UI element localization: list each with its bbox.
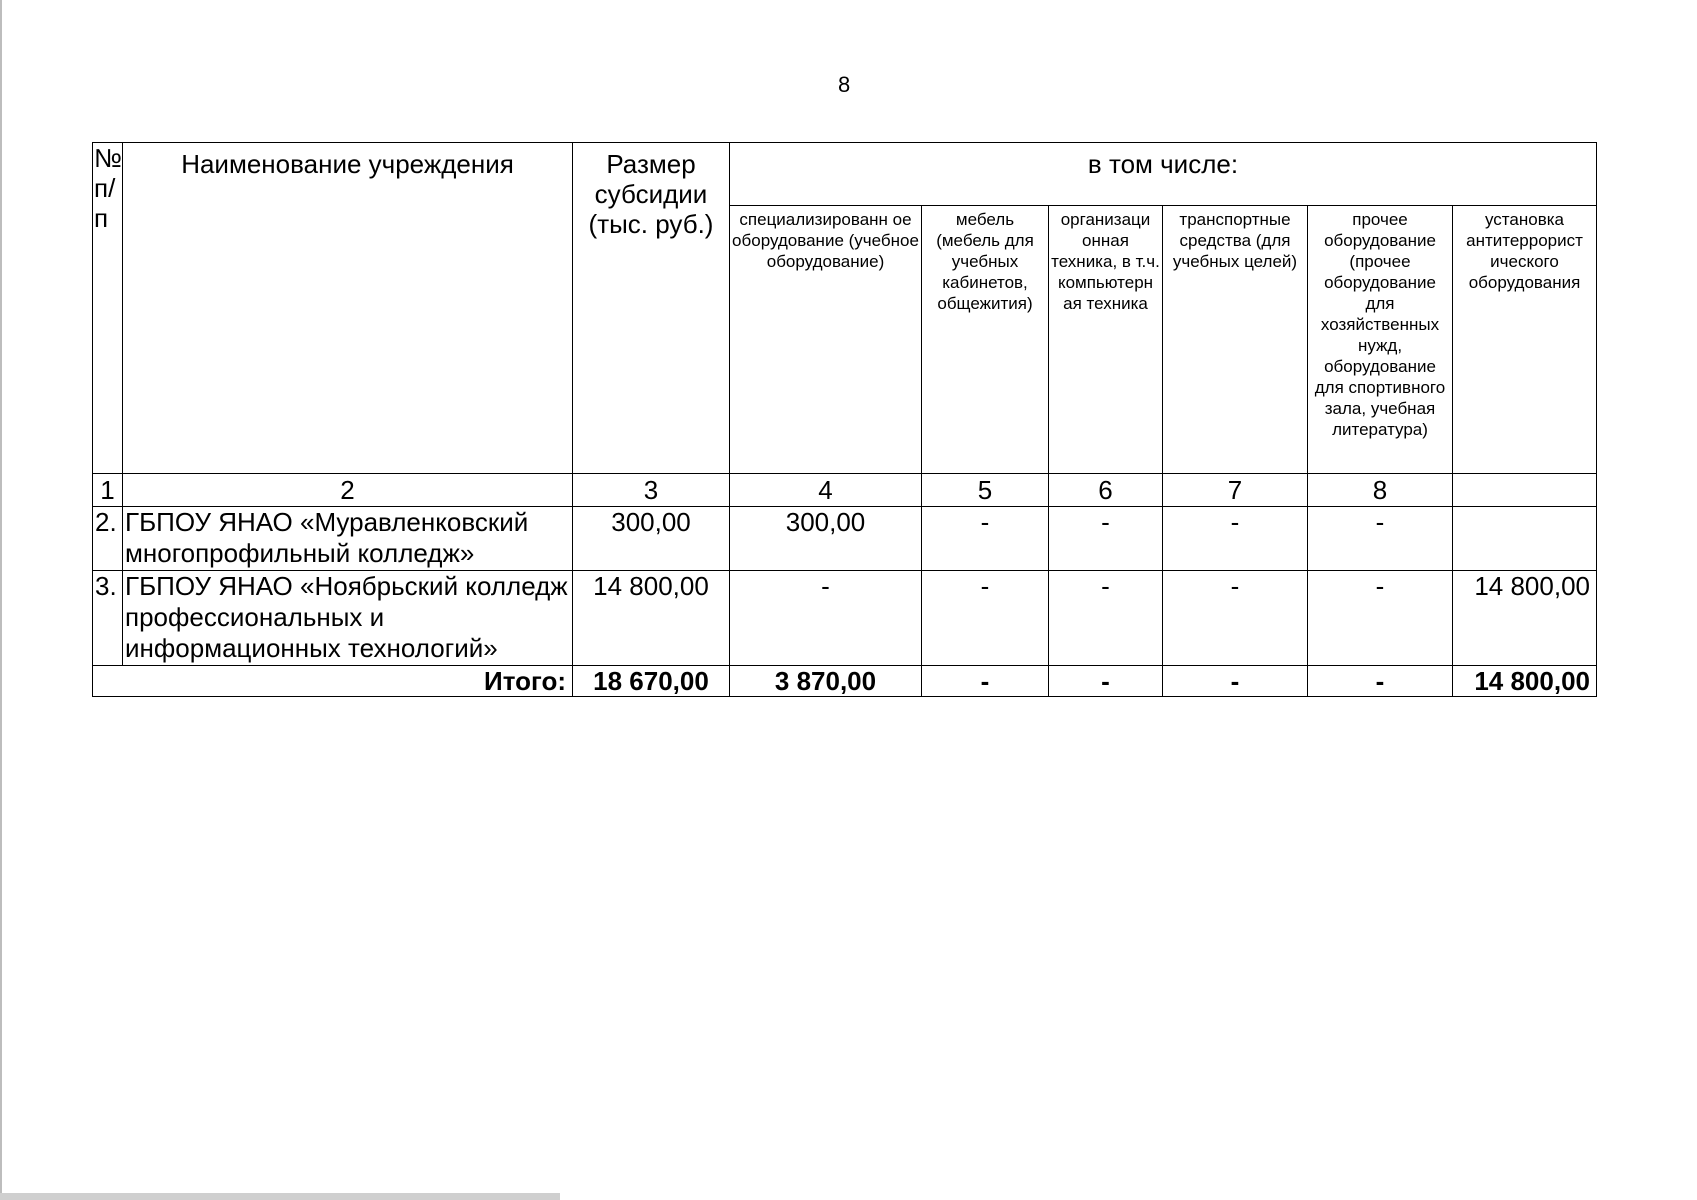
institution-name: ГБПОУ ЯНАО «Муравленковский многопрофильный колледж» bbox=[123, 507, 573, 571]
subsidy-amount: 300,00 bbox=[573, 507, 730, 571]
value-other-equipment: - bbox=[1308, 507, 1453, 571]
value-specialized-equipment: 300,00 bbox=[730, 507, 922, 571]
total-office-equipment: - bbox=[1049, 666, 1163, 697]
value-vehicles: - bbox=[1163, 507, 1308, 571]
page-number: 8 bbox=[838, 72, 851, 97]
col-number-cell: 6 bbox=[1049, 474, 1163, 507]
value-antiterror-equipment: 14 800,00 bbox=[1453, 571, 1597, 666]
header-group-including: в том числе: bbox=[730, 143, 1597, 206]
value-other-equipment: - bbox=[1308, 571, 1453, 666]
scan-edge-left bbox=[0, 0, 2, 1200]
total-vehicles: - bbox=[1163, 666, 1308, 697]
total-antiterror-equipment: 14 800,00 bbox=[1453, 666, 1597, 697]
institution-name: ГБПОУ ЯНАО «Ноябрьский колледж профессиональных и информационных технологий» bbox=[123, 571, 573, 666]
col-number-cell: 7 bbox=[1163, 474, 1308, 507]
value-specialized-equipment: - bbox=[730, 571, 922, 666]
value-furniture: - bbox=[922, 507, 1049, 571]
col-number-cell: 2 bbox=[123, 474, 573, 507]
total-label: Итого: bbox=[93, 666, 573, 697]
table-row bbox=[93, 507, 1597, 571]
header-col-name: Наименование учреждения bbox=[123, 143, 573, 474]
total-specialized-equipment: 3 870,00 bbox=[730, 666, 922, 697]
col-number-cell: 5 bbox=[922, 474, 1049, 507]
header-sub-vehicles: транспортные средства (для учебных целей) bbox=[1163, 206, 1308, 474]
subsidy-amount: 14 800,00 bbox=[573, 571, 730, 666]
header-sub-office-equipment: организаци онная техника, в т.ч. компьютерн ая техника bbox=[1049, 206, 1163, 474]
total-other-equipment: - bbox=[1308, 666, 1453, 697]
header-col-number: № п/ п bbox=[93, 143, 123, 474]
header-sub-other-equipment: прочее оборудование (прочее оборудование для хозяйственных нужд, оборудование для спортивного зала, учебная литература) bbox=[1308, 206, 1453, 474]
value-office-equipment: - bbox=[1049, 507, 1163, 571]
col-number-cell: 3 bbox=[573, 474, 730, 507]
value-furniture: - bbox=[922, 571, 1049, 666]
subsidy-table bbox=[92, 142, 1597, 697]
column-numbers-row bbox=[93, 474, 1597, 507]
col-number-cell: 8 bbox=[1308, 474, 1453, 507]
row-number: 2. bbox=[93, 507, 123, 571]
table-row bbox=[93, 571, 1597, 666]
total-furniture: - bbox=[922, 666, 1049, 697]
col-number-cell: 4 bbox=[730, 474, 922, 507]
col-number-cell bbox=[1453, 474, 1597, 507]
scan-edge-bottom bbox=[0, 1193, 560, 1200]
header-sub-specialized-equipment: специализированн ое оборудование (учебное оборудование) bbox=[730, 206, 922, 474]
header-sub-furniture: мебель (мебель для учебных кабинетов, общежития) bbox=[922, 206, 1049, 474]
value-office-equipment: - bbox=[1049, 571, 1163, 666]
total-row bbox=[93, 666, 1597, 697]
total-amount: 18 670,00 bbox=[573, 666, 730, 697]
header-sub-antiterror-equipment: установка антитеррорист ического оборудования bbox=[1453, 206, 1597, 474]
col-number-cell: 1 bbox=[93, 474, 123, 507]
value-vehicles: - bbox=[1163, 571, 1308, 666]
header-col-amount: Размер субсидии (тыс. руб.) bbox=[573, 143, 730, 474]
row-number: 3. bbox=[93, 571, 123, 666]
value-antiterror-equipment bbox=[1453, 507, 1597, 571]
